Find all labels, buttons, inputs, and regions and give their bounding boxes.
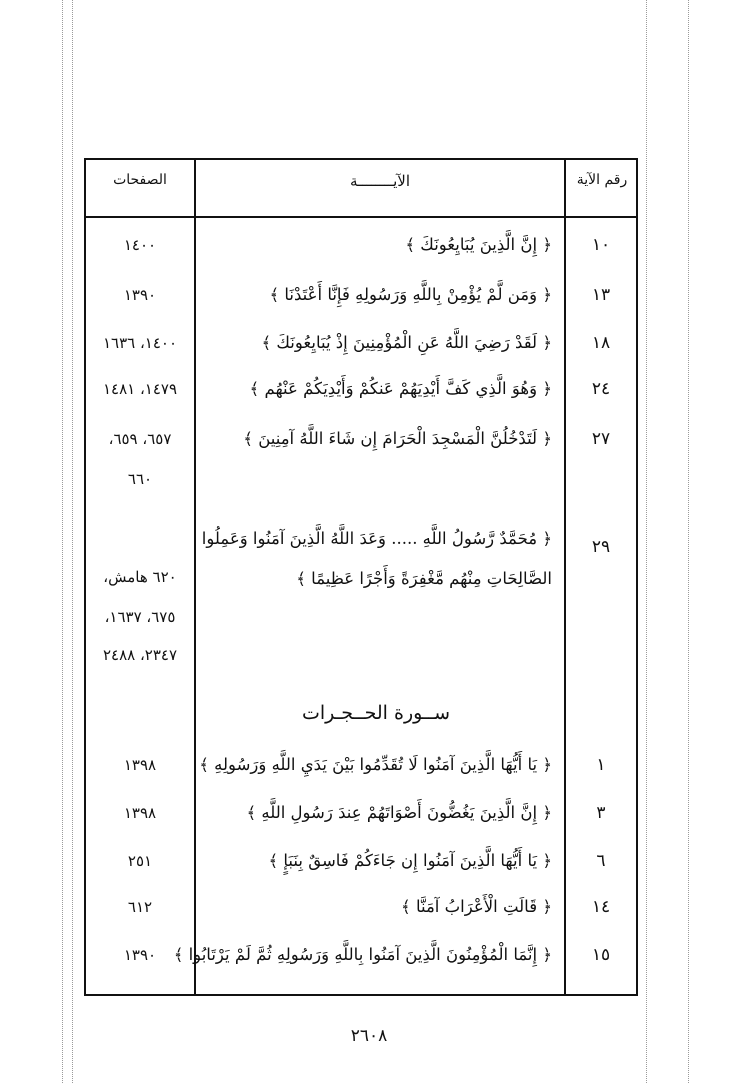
index-table [84,158,638,996]
page-refs-continued: ٦٧٥، ١٦٣٧، [104,608,176,626]
page-refs: ١٤٠٠ [123,236,157,254]
table-row [86,798,636,828]
verse-number: ١ [596,755,606,775]
dotted-guide-far-right [688,0,689,1083]
table-row [86,374,636,404]
verse-number: ٦ [596,851,606,871]
verse-text: ﴿ لَقَدْ رَضِيَ اللَّهُ عَنِ الْمُؤْمِنِينَ إِذْ يُبَايِعُونَكَ ﴾ [261,333,552,352]
dotted-guide-right [646,0,647,1083]
page-number: ٢٦٠٨ [350,1026,388,1046]
verse-text: ﴿ إِنَّ الَّذِينَ يَغُضُّونَ أَصْوَاتَهُمْ عِندَ رَسُولِ اللَّهِ ﴾ [246,803,552,822]
page-refs: ٦١٢ [127,898,153,916]
page-refs: ٢٥١ [127,852,153,870]
page-refs: ٦٢٠ هامش، [103,568,177,586]
table-row [86,892,636,922]
verse-text: ﴿ يَا أَيُّهَا الَّذِينَ آمَنُوا لَا تُقَدِّمُوا بَيْنَ يَدَيِ اللَّهِ وَرَسُولِهِ ﴾ [199,755,552,774]
table-row [86,280,636,310]
page-refs: ١٣٩٠ [123,946,157,964]
header-verse-number: رقم الآية [576,172,628,188]
verse-text: ﴿ يَا أَيُّهَا الَّذِينَ آمَنُوا إِن جَاءَكُمْ فَاسِقٌ بِنَبَإٍ ﴾ [268,851,552,870]
verse-text: ﴿ وَهُوَ الَّذِي كَفَّ أَيْدِيَهُمْ عَنكُمْ وَأَيْدِيَكُمْ عَنْهُم ﴾ [249,379,552,398]
verse-number: ١٤ [591,897,611,917]
verse-text: ﴿ قَالَتِ الْأَعْرَابُ آمَنَّا ﴾ [401,897,552,916]
table-row [86,328,636,358]
verse-number: ٢٤ [591,379,611,399]
page-refs: ١٣٩٨ [123,804,157,822]
table-row [86,846,636,876]
table-row [86,750,636,780]
header-pages: الصفحات [113,172,167,188]
page-refs-continued: ٢٣٤٧، ٢٤٨٨ [102,646,178,664]
verse-text: ﴿ إِنَّمَا الْمُؤْمِنُونَ الَّذِينَ آمَنُوا بِاللَّهِ وَرَسُولِهِ ثُمَّ لَمْ يَرْتَابُوا ﴾ [173,945,552,964]
table-row [86,230,636,260]
page-refs: ١٤٧٩، ١٤٨١ [102,380,178,398]
table-row [86,940,636,970]
verse-number: ٢٩ [591,537,611,557]
verse-text: ﴿ لَتَدْخُلُنَّ الْمَسْجِدَ الْحَرَامَ إِن شَاءَ اللَّهُ آمِنِينَ ﴾ [243,429,552,448]
dotted-guide-inner-left [72,0,73,1083]
verse-text: ﴿ وَمَن لَّمْ يُؤْمِنْ بِاللَّهِ وَرَسُولِهِ فَإِنَّا أَعْتَدْنَا ﴾ [269,285,552,304]
verse-text: ﴿ مُحَمَّدٌ رَّسُولُ اللَّهِ ..... وَعَدَ اللَّهُ الَّذِينَ آمَنُوا وَعَمِلُوا [201,529,552,548]
header-divider [86,216,636,218]
table-row [86,518,636,664]
verse-text: ﴿ إِنَّ الَّذِينَ يُبَايِعُونَكَ ﴾ [405,235,552,254]
table-row [86,424,636,488]
header-verse: الآيــــــــة [349,172,411,190]
verse-number: ١٠ [591,235,611,255]
surah-title: ســورة الحــجـرات [302,702,450,724]
verse-text-continued: الصَّالِحَاتِ مِنْهُم مَّغْفِرَةً وَأَجْرًا عَظِيمًا ﴾ [296,569,552,588]
dotted-guide-left [62,0,63,1083]
page-refs: ١٣٩٠ [123,286,157,304]
verse-number: ١٥ [591,945,611,965]
verse-number: ٣ [596,803,606,823]
verse-number: ١٨ [591,333,611,353]
page-refs: ١٤٠٠، ١٦٣٦ [102,334,178,352]
verse-number: ٢٧ [591,429,611,449]
page-refs-continued: ٦٦٠ [127,470,153,488]
verse-number: ١٣ [591,285,611,305]
page-refs: ١٣٩٨ [123,756,157,774]
page-refs: ٦٥٧، ٦٥٩، [108,430,172,448]
